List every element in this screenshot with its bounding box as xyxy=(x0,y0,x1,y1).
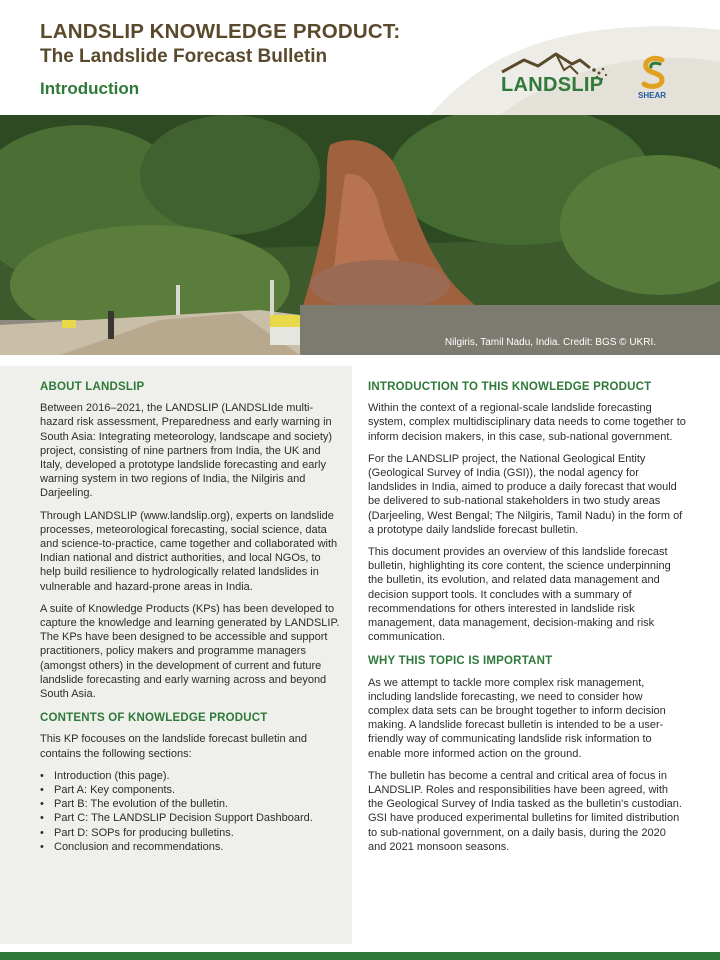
about-heading: ABOUT LANDSLIP xyxy=(40,381,145,393)
about-paragraph: A suite of Knowledge Products (KPs) has been developed to capture the knowledge and learning generated by LANDSLIP. The KPs have been designed to be accessible and support practitioners, policy makers and programme managers (amongst others) in the development of current and future landslide forecasting and early warning across and beyond South Asia. xyxy=(40,602,340,701)
list-item: • Part B: The evolution of the bulletin. xyxy=(40,797,340,811)
why-paragraph: As we attempt to tackle more complex risk management, including landslide forecasting, we need to consider how complex data sets can be brought together to inform decision making. A landslide forecast bulletin is intended to be a user-friendly way of communicating landslide risk information to enable more informed action on the ground. xyxy=(368,676,666,760)
list-item: • Conclusion and recommendations. xyxy=(40,840,340,854)
list-item: • Part C: The LANDSLIP Decision Support Dashboard. xyxy=(40,811,340,825)
footer-bar xyxy=(0,952,720,960)
list-item: • Introduction (this page). xyxy=(40,769,340,783)
document-subtitle: The Landslide Forecast Bulletin xyxy=(40,46,328,67)
landslide-photo xyxy=(0,115,720,355)
contents-list xyxy=(40,769,340,854)
document-title: LANDSLIP KNOWLEDGE PRODUCT: xyxy=(40,20,401,43)
landslip-logo-text: LANDSLIP xyxy=(501,74,604,96)
intro-paragraph: This document provides an overview of this landslide forecast bulletin, highlighting its core content, the science underpinning the bulletin, its evolution, and related data management and decision support tools. It concludes with a summary of recommendations for others interested in landslide risk management, data management, decision-making and risk communication. xyxy=(368,546,671,644)
intro-paragraph: Within the context of a regional-scale landslide forecasting system, complex multidisciplinary data needs to come together to inform decision makers, in this case, sub-national government. xyxy=(368,402,686,443)
landslide-photo-illustration xyxy=(0,115,720,355)
left-column xyxy=(40,380,340,854)
why-heading: WHY THIS TOPIC IS IMPORTANT xyxy=(368,655,553,668)
intro-heading: INTRODUCTION TO THIS KNOWLEDGE PRODUCT xyxy=(368,381,652,393)
header xyxy=(0,0,720,115)
right-column xyxy=(368,380,686,862)
contents-intro: This KP focouses on the landslide forecast bulletin and contains the following sections: xyxy=(40,733,308,760)
list-item: • Part D: SOPs for producing bulletins. xyxy=(40,826,340,840)
shear-logo-text: SHEAR xyxy=(638,91,667,100)
about-paragraph: Through LANDSLIP (www.landslip.org), experts on landslide processes, meteorological forecasting, social science, data and science-to-practice, came together and collaborated with Indian national and district authorities, and local NGOs, to help build resilience to hydrologically related landslides in vulnerable and hazard-prone areas in India. xyxy=(40,509,338,593)
about-paragraph: Between 2016–2021, the LANDSLIP (LANDSLIde multi-hazard risk assessment, Preparedness and early warning in South Asia: Integrating meteorology, landscape and society) project, consisting of nine partners from India, the UK and Italy, developed a prototype landslide forecasting and early warning system in two regions of India, the Nilgiris and Darjeeling. xyxy=(40,402,333,500)
why-paragraph: The bulletin has become a central and critical area of focus in LANDSLIP. Roles and responsibilities have been agreed, with the Geological Survey of India tasked as the bulletin's custodian. GSI have produced experimental bulletins for limited distribution to sub-national government, on a daily basis, during the 2020 and 2021 monsoon seasons. xyxy=(368,769,682,853)
list-item: • Part A: Key components. xyxy=(40,783,340,797)
photo-credit: Nilgiris, Tamil Nadu, India. Credit: BGS © UKRI. xyxy=(444,337,656,348)
intro-paragraph: For the LANDSLIP project, the National Geological Entity (Geological Survey of India (GSI)), the nodal agency for landslides in India, aimed to produce a daily forecast that would be delivered to sub-national stakeholders in two study areas (Darjeeling, West Bengal; The Nilgiris, Tamil Nadu) in the form of a prototype daily landslide forecast bulletin. xyxy=(368,452,683,536)
section-title: Introduction xyxy=(40,79,140,98)
contents-heading: CONTENTS OF KNOWLEDGE PRODUCT xyxy=(40,712,268,725)
